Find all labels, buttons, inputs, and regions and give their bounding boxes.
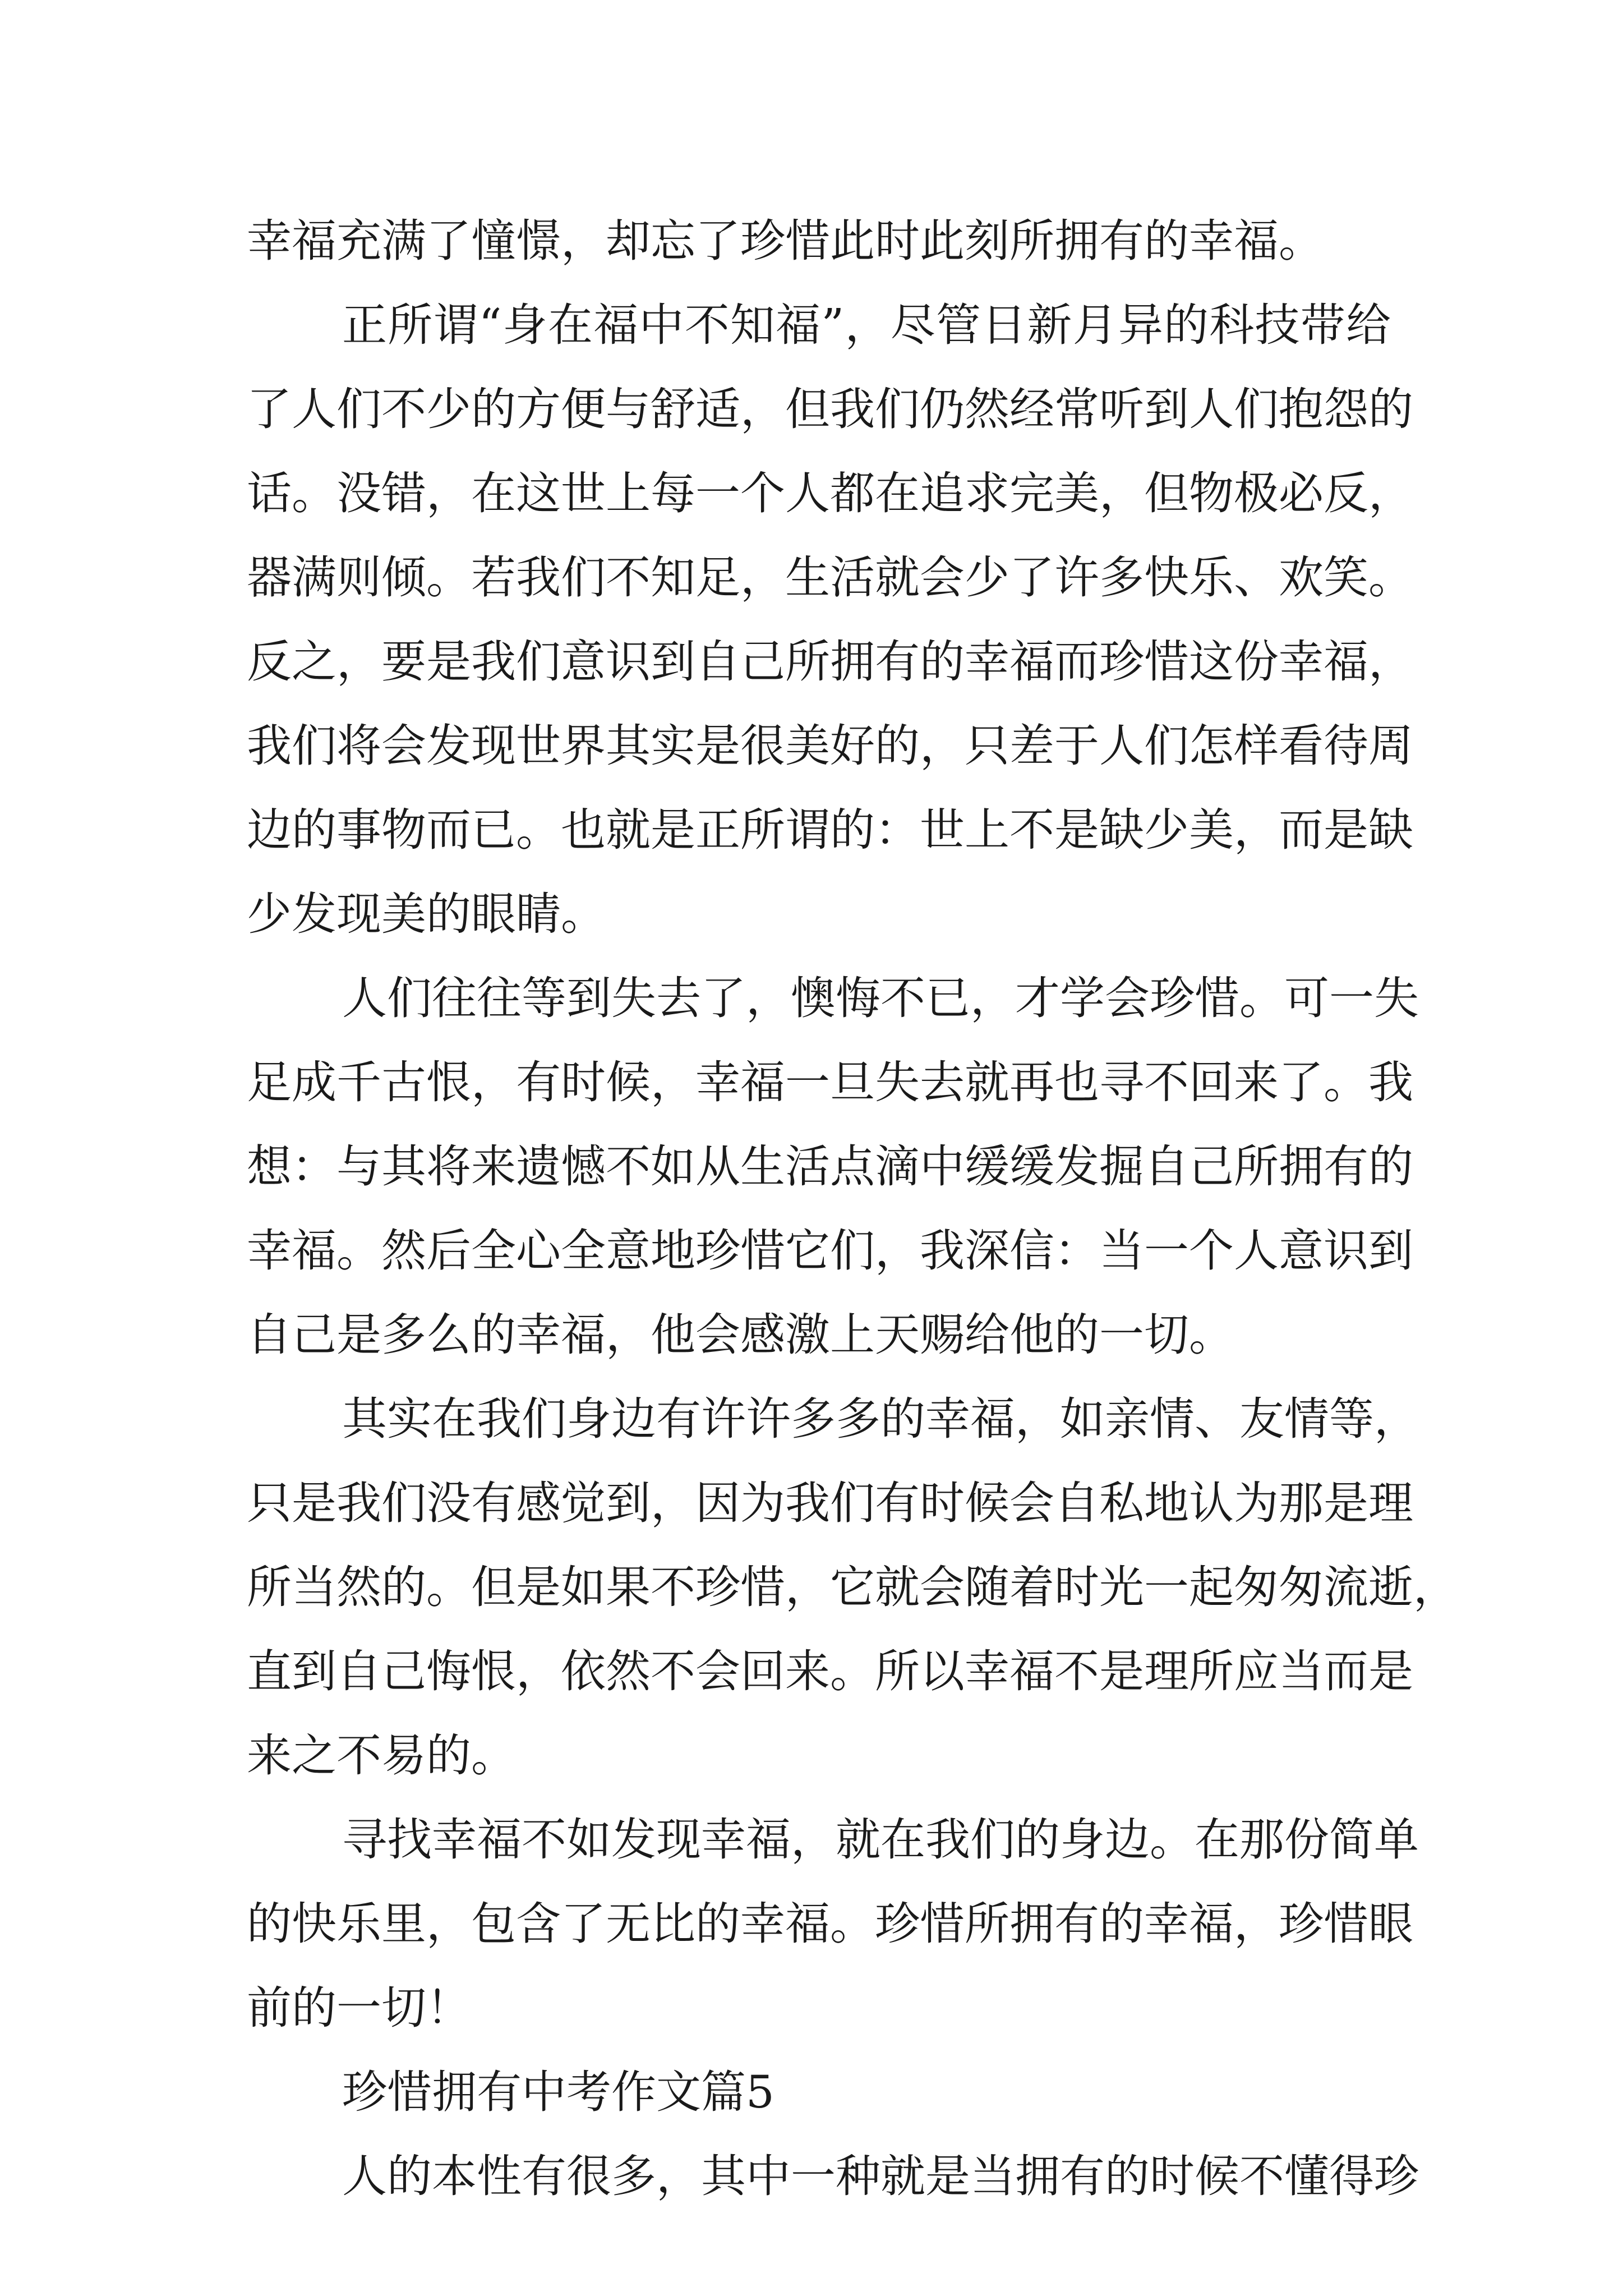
text-line: 所当然的。但是如果不珍惜，它就会随着时光一起匆匆流逝， [247,1561,1458,1613]
text-line: 了人们不少的方便与舒适，但我们仍然经常听到人们抱怨的 [247,383,1413,435]
text-line: 其实在我们身边有许许多多的幸福，如亲情、友情等， [342,1393,1419,1445]
text-line: 的快乐里，包含了无比的幸福。珍惜所拥有的幸福，珍惜眼 [247,1898,1413,1950]
text-line: 来之不易的。 [247,1729,516,1782]
text-line: 话。没错，在这世上每一个人都在追求完美，但物极必反， [247,467,1413,519]
text-line: 人们往往等到失去了，懊悔不已，才学会珍惜。可一失 [342,972,1419,1024]
text-line: 正所谓“身在福中不知福”，尽管日新月异的科技带给 [342,299,1391,351]
text-line: 足成千古恨，有时候，幸福一旦失去就再也寻不回来了。我 [247,1056,1413,1108]
text-line: 寻找幸福不如发现幸福，就在我们的身边。在那份简单 [342,1814,1419,1866]
text-line: 反之，要是我们意识到自己所拥有的幸福而珍惜这份幸福， [247,636,1413,688]
section-heading: 珍惜拥有中考作文篇5 [342,2066,774,2118]
text-line: 前的一切！ [247,1982,471,2034]
text-line: 人的本性有很多，其中一种就是当拥有的时候不懂得珍 [342,2150,1419,2202]
text-line: 只是我们没有感觉到，因为我们有时候会自私地认为那是理 [247,1477,1413,1529]
text-line: 我们将会发现世界其实是很美好的，只差于人们怎样看待周 [247,720,1413,772]
text-line: 少发现美的眼睛。 [247,888,606,940]
text-line: 直到自己悔恨，依然不会回来。所以幸福不是理所应当而是 [247,1645,1413,1697]
text-line: 幸福。然后全心全意地珍惜它们，我深信：当一个人意识到 [247,1225,1413,1277]
text-line: 想：与其将来遗憾不如从生活点滴中缓缓发掘自己所拥有的 [247,1140,1413,1193]
text-line: 自己是多么的幸福，他会感激上天赐给他的一切。 [247,1309,1234,1361]
text-line: 边的事物而已。也就是正所谓的：世上不是缺少美，而是缺 [247,804,1413,856]
text-line: 器满则倾。若我们不知足，生活就会少了许多快乐、欢笑。 [247,551,1413,604]
text-line: 幸福充满了憧憬，却忘了珍惜此时此刻所拥有的幸福。 [247,215,1324,267]
